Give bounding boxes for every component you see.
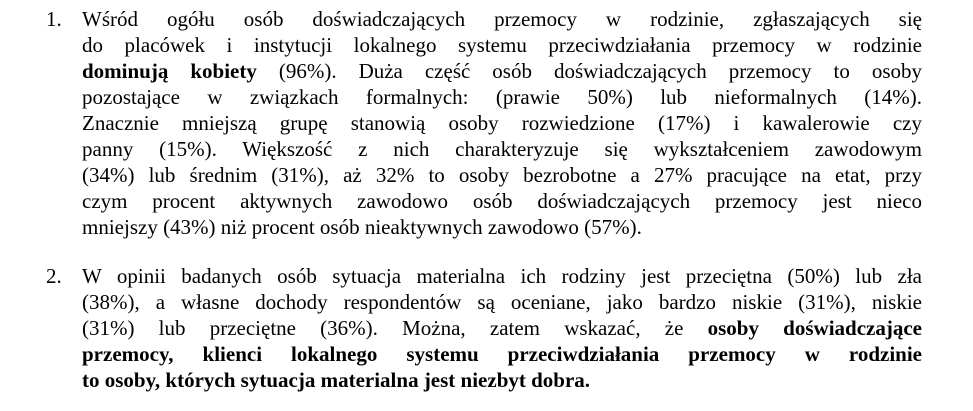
text-line — [82, 367, 922, 393]
text-line — [82, 58, 922, 84]
text-line — [82, 84, 922, 110]
text-run: (96%). Duża część osób doświadczających przemocy to osoby — [256, 59, 922, 83]
text-line — [82, 136, 922, 162]
text-line — [82, 162, 922, 188]
text-line — [82, 263, 922, 289]
text-line — [82, 214, 922, 240]
text-run: mniejszy (43%) niż procent osób nieaktywnych zawodowo (57%). — [82, 215, 642, 239]
text-run: Znacznie mniejszą grupę stanowią osoby rozwiedzione (17%) i kawalerowie czy — [82, 111, 922, 135]
bold-text: przemocy, klienci lokalnego systemu przeciwdziałania przemocy w rodzinie — [82, 342, 922, 366]
list-item-number: 1. — [46, 7, 62, 31]
text-line — [82, 315, 922, 341]
text-line — [82, 289, 922, 315]
list-item-number: 2. — [46, 264, 62, 288]
text-line — [82, 32, 922, 58]
bold-text: dominują kobiety — [82, 59, 257, 83]
text-run: panny (15%). Większość z nich charakteryzuje się wykształceniem zawodowym — [82, 137, 922, 161]
text-run: W opinii badanych osób sytuacja materialna ich rodziny jest przeciętna (50%) lub zła — [82, 264, 922, 288]
bold-text: to osoby, których sytuacja materialna jest niezbyt dobra. — [82, 368, 591, 392]
text-line — [82, 188, 922, 214]
text-line — [82, 110, 922, 136]
text-run: pozostające w związkach formalnych: (prawie 50%) lub nieformalnych (14%). — [82, 85, 922, 109]
text-run: (31%) lub przeciętne (36%). Można, zatem wskazać, że — [82, 316, 708, 340]
text-run: (38%), a własne dochody respondentów są oceniane, jako bardzo niskie (31%), niskie — [82, 290, 922, 314]
text-run: do placówek i instytucji lokalnego systemu przeciwdziałania przemocy w rodzinie — [82, 33, 922, 57]
text-run: czym procent aktywnych zawodowo osób doświadczających przemocy jest nieco — [82, 189, 922, 213]
text-line — [82, 6, 922, 32]
text-line — [82, 341, 922, 367]
text-run: Wśród ogółu osób doświadczających przemocy w rodzinie, zgłaszających się — [82, 7, 922, 31]
text-run: (34%) lub średnim (31%), aż 32% to osoby bezrobotne a 27% pracujące na etat, przy — [82, 163, 922, 187]
bold-text: osoby doświadczające — [707, 316, 922, 340]
